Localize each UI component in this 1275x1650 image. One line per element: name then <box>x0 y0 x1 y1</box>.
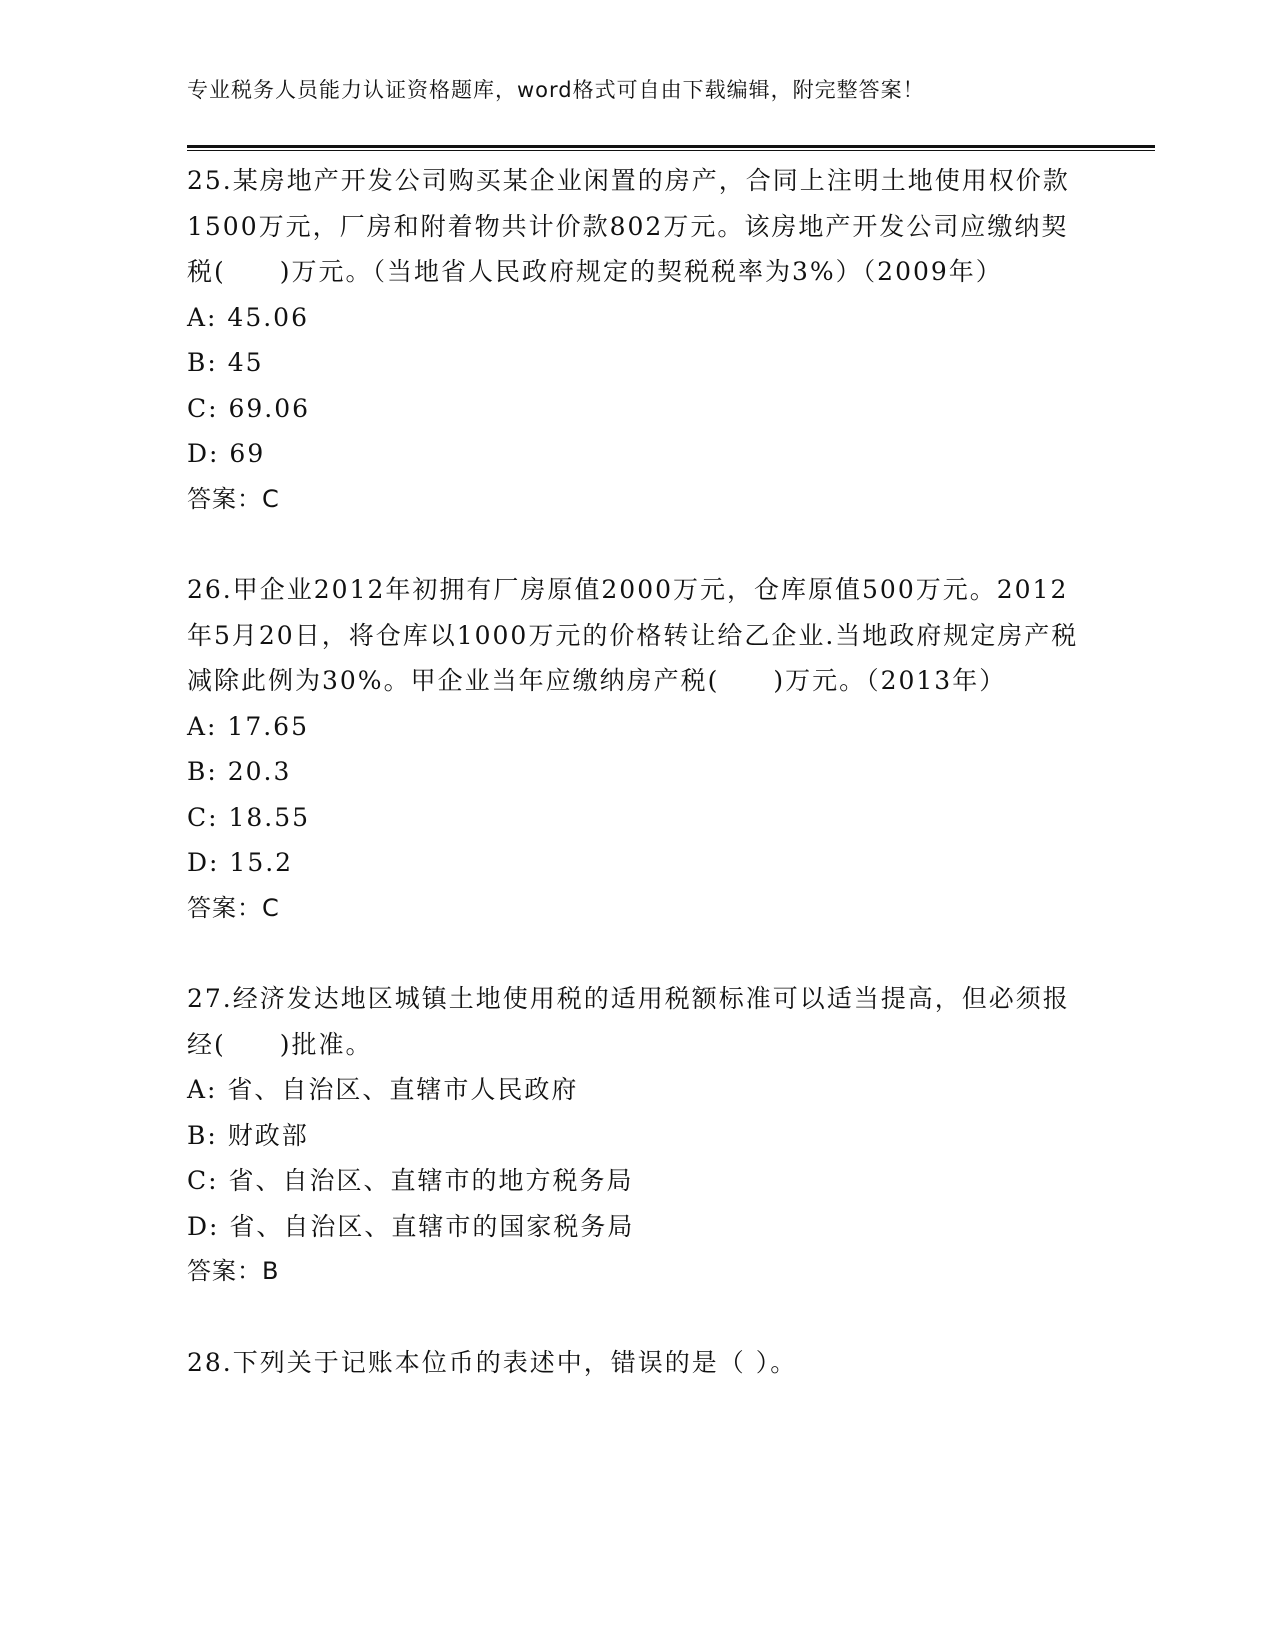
option-b: B: 45 <box>187 348 264 377</box>
question-list <box>187 158 1087 1430</box>
answer: 答案：B <box>187 1257 280 1285</box>
option-d: D: 省、自治区、直辖市的国家税务局 <box>187 1211 635 1241</box>
option-c: C: 18.55 <box>187 802 311 832</box>
option-a: A: 省、自治区、直辖市人民政府 <box>187 1075 579 1104</box>
question-28 <box>187 1340 1087 1386</box>
option-b: B: 20.3 <box>187 757 292 786</box>
question-stem: 26.甲企业2012年初拥有厂房原值2000万元，仓库原值500万元。2012年5月20日，将仓库以1000万元的价格转让给乙企业.当地政府规定房产税减除此例为30%。甲企业当年应缴纳房产税( )万元。（2013年） <box>187 575 1079 695</box>
answer: 答案：C <box>187 484 280 513</box>
option-b: B: 财政部 <box>187 1120 309 1150</box>
question-stem: 25.某房地产开发公司购买某企业闲置的房产，合同上注明土地使用权价款1500万元，厂房和附着物共计价款802万元。该房地产开发公司应缴纳契税( )万元。（当地省人民政府规定的契税税率为3%）（2009年） <box>187 166 1070 286</box>
question-26 <box>187 567 1087 931</box>
option-c: C: 69.06 <box>187 393 311 423</box>
question-stem: 28.下列关于记账本位币的表述中，错误的是（ ）。 <box>187 1347 798 1377</box>
option-d: D: 69 <box>187 439 266 468</box>
option-a: A: 45.06 <box>187 302 309 332</box>
question-25 <box>187 158 1087 522</box>
option-c: C: 省、自治区、直辖市的地方税务局 <box>187 1166 634 1195</box>
page-header: 专业税务人员能力认证资格题库，word格式可自由下载编辑，附完整答案！ <box>187 78 925 102</box>
question-stem: 27.经济发达地区城镇土地使用税的适用税额标准可以适当提高，但必须报经( )批准。 <box>187 984 1070 1059</box>
question-27 <box>187 976 1087 1295</box>
header-divider-thin <box>187 150 1155 151</box>
option-d: D: 15.2 <box>187 848 294 877</box>
option-a: A: 17.65 <box>187 711 309 741</box>
header-divider-thick <box>187 145 1155 148</box>
answer: 答案：C <box>187 893 280 922</box>
